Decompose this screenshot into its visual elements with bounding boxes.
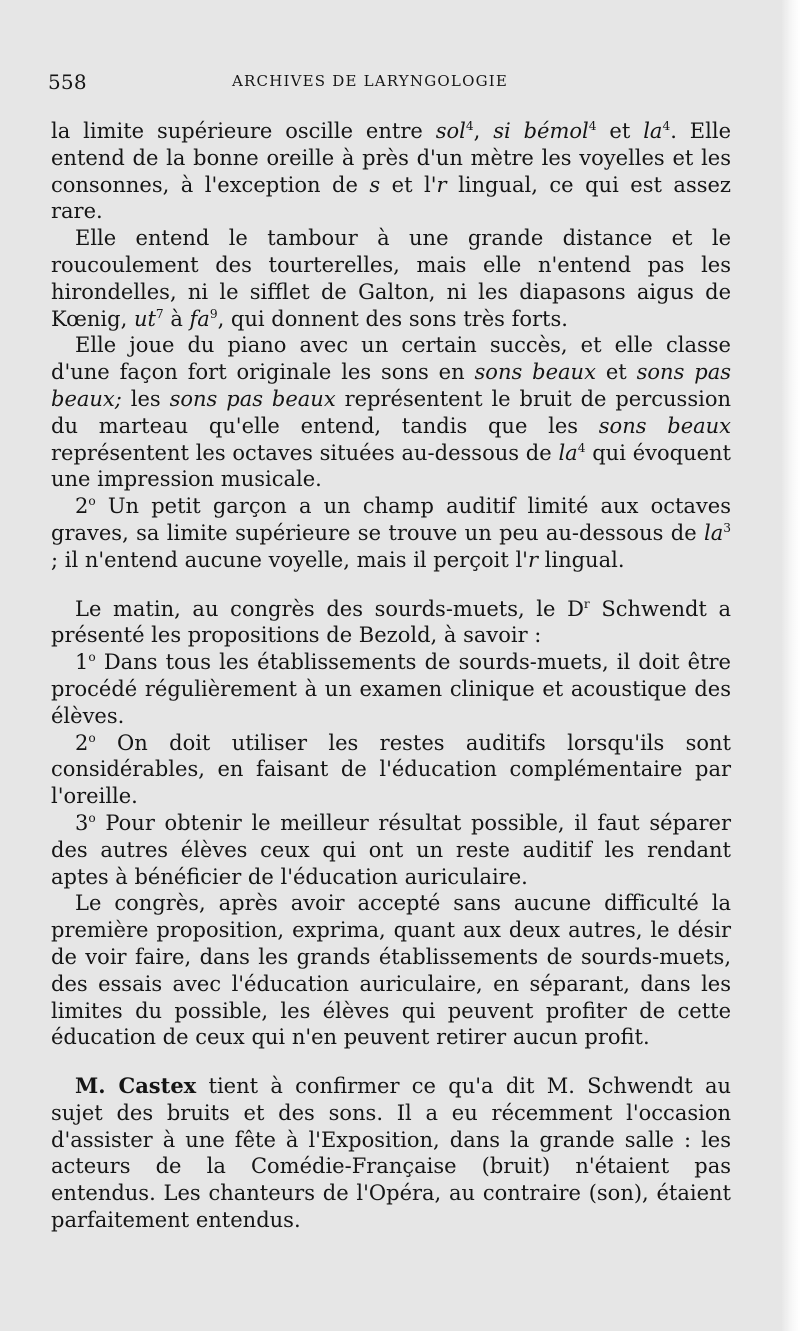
text-run: la limite supérieure oscille entre [51,119,436,143]
musical-note: la [643,119,663,143]
proposition-text: Pour obtenir le meilleur résultat possible, il faut séparer des autres élèves ceux qui ont un reste auditif les rendant aptes à bénéficier de l'éducation auriculaire. [51,810,731,889]
article-body [51,118,731,1234]
text-run: lingual, ce qui est assez rare. [51,172,731,224]
italic-term: sons pas beaux [169,386,336,411]
proposition-number: 3 [75,810,89,835]
text-run: représentent les octaves situées au-dessous de [51,440,559,465]
page-number: 558 [48,70,87,94]
proposition-text: On doit utiliser les restes auditifs lorsqu'ils sont considérables, en faisant de l'éducation complémentaire par l'oreille. [51,730,731,809]
ordinal-marker: o [88,494,96,509]
text-run: représentent le bruit de percussion du marteau qu'elle entend, tandis que les [51,386,732,438]
running-title: ARCHIVES DE LARYNGOLOGIE [232,72,509,90]
doctor-abbreviation-superscript: r [583,596,590,611]
superscript: 4 [577,440,586,455]
ordinal-marker: o [88,730,96,745]
paragraph-voice-limit [51,118,731,225]
text-run: tient à confirmer ce qu'a dit M. Schwendt au sujet des bruits et des sons. Il a eu récemment l'occasion d'assister à une fête à l'Exposition, dans la grande salle : les acteurs de la Comédie-Française (bruit) n'étaient pas entendus. Les chanteurs de l'Opéra, au contraire (son), étaient parfaitement entendus. [51,1074,731,1233]
musical-note: si bémol [493,119,589,143]
proposition-text: Dans tous les établissements de sourds-muets, il doit être procédé régulièrement à un examen clinique et acoustique des élèves. [51,650,731,728]
paragraph-schwendt [51,596,731,650]
musical-note: sol [435,119,466,143]
ordinal-marker: o [88,810,96,825]
proposition-number: 1 [75,650,89,675]
superscript: 4 [465,119,474,133]
paragraph-boy-case [51,493,731,573]
musical-note: la [558,440,578,465]
text-run: et [596,119,644,143]
musical-note: la [704,520,724,545]
paragraph-congress-decision [51,890,731,1051]
proposition-number: 2 [75,730,89,755]
text-run: , [473,119,494,143]
paragraph-hearing-distance [51,225,731,332]
paragraph-number: 2 [75,494,89,519]
speaker-name: M. Castex [75,1073,197,1099]
superscript: 9 [209,306,218,321]
text-run: ; il n'entend aucune voyelle, mais il perçoit l' [51,547,528,572]
musical-note: ut [133,306,156,331]
text-run: les [121,386,170,411]
ordinal-marker: o [88,650,96,665]
proposition-three [51,810,731,890]
text-run: et [595,360,637,385]
musical-note: fa [189,306,210,331]
letter-sound: r [527,547,538,572]
text-run: Un petit garçon a un champ auditif limité aux octaves graves, sa limite supérieure se trouve un peu au-dessous de [51,494,731,545]
text-run: . Elle entend de la bonne oreille à près d'un mètre les voyelles et les consonnes, à l'exception de [51,119,731,197]
text-run: à [163,306,190,331]
letter-sound: s [369,172,381,197]
text-run: Le congrès, après avoir accepté sans aucune difficulté la première proposition, exprima, quant aux deux autres, le désir de voir faire, dans les grands établissements de sourds-muets, des essais avec l'éducation auriculaire, en séparant, dans les limites du possible, les élèves qui peuvent profiter de cette éducation de ceux qui n'en peuvent retirer aucun profit. [51,891,731,1050]
superscript: 7 [155,306,164,321]
italic-term: sons pas beaux; [51,360,732,411]
text-run: et l' [380,172,437,197]
page-edge [782,0,800,1331]
paragraph-castex [51,1073,731,1234]
text-run: Elle entend le tambour à une grande distance et le roucoulement des tourterelles, mais elle n'entend pas les hirondelles, ni le sifflet de Galton, ni les diapasons aigus de Kœnig, [51,226,731,331]
text-run: qui évoquent une impression musicale. [51,440,731,492]
paragraph-piano [51,332,731,493]
text-run: Schwendt a présenté les propositions de Bezold, à savoir : [51,596,731,648]
superscript: 4 [662,119,671,133]
text-run: Elle joue du piano avec un certain succès, et elle classe d'une façon fort originale les sons en [51,333,731,385]
proposition-one [51,649,731,729]
italic-term: sons beaux [474,360,596,385]
text-run: lingual. [537,547,625,572]
superscript: 3 [723,520,731,535]
text-run: , qui donnent des sons très forts. [217,306,568,331]
letter-sound: r [436,172,447,197]
proposition-two [51,730,731,810]
italic-term: sons beaux [598,413,732,438]
superscript: 4 [588,119,597,133]
text-run: Le matin, au congrès des sourds-muets, le D [75,596,584,621]
running-header [48,70,728,100]
